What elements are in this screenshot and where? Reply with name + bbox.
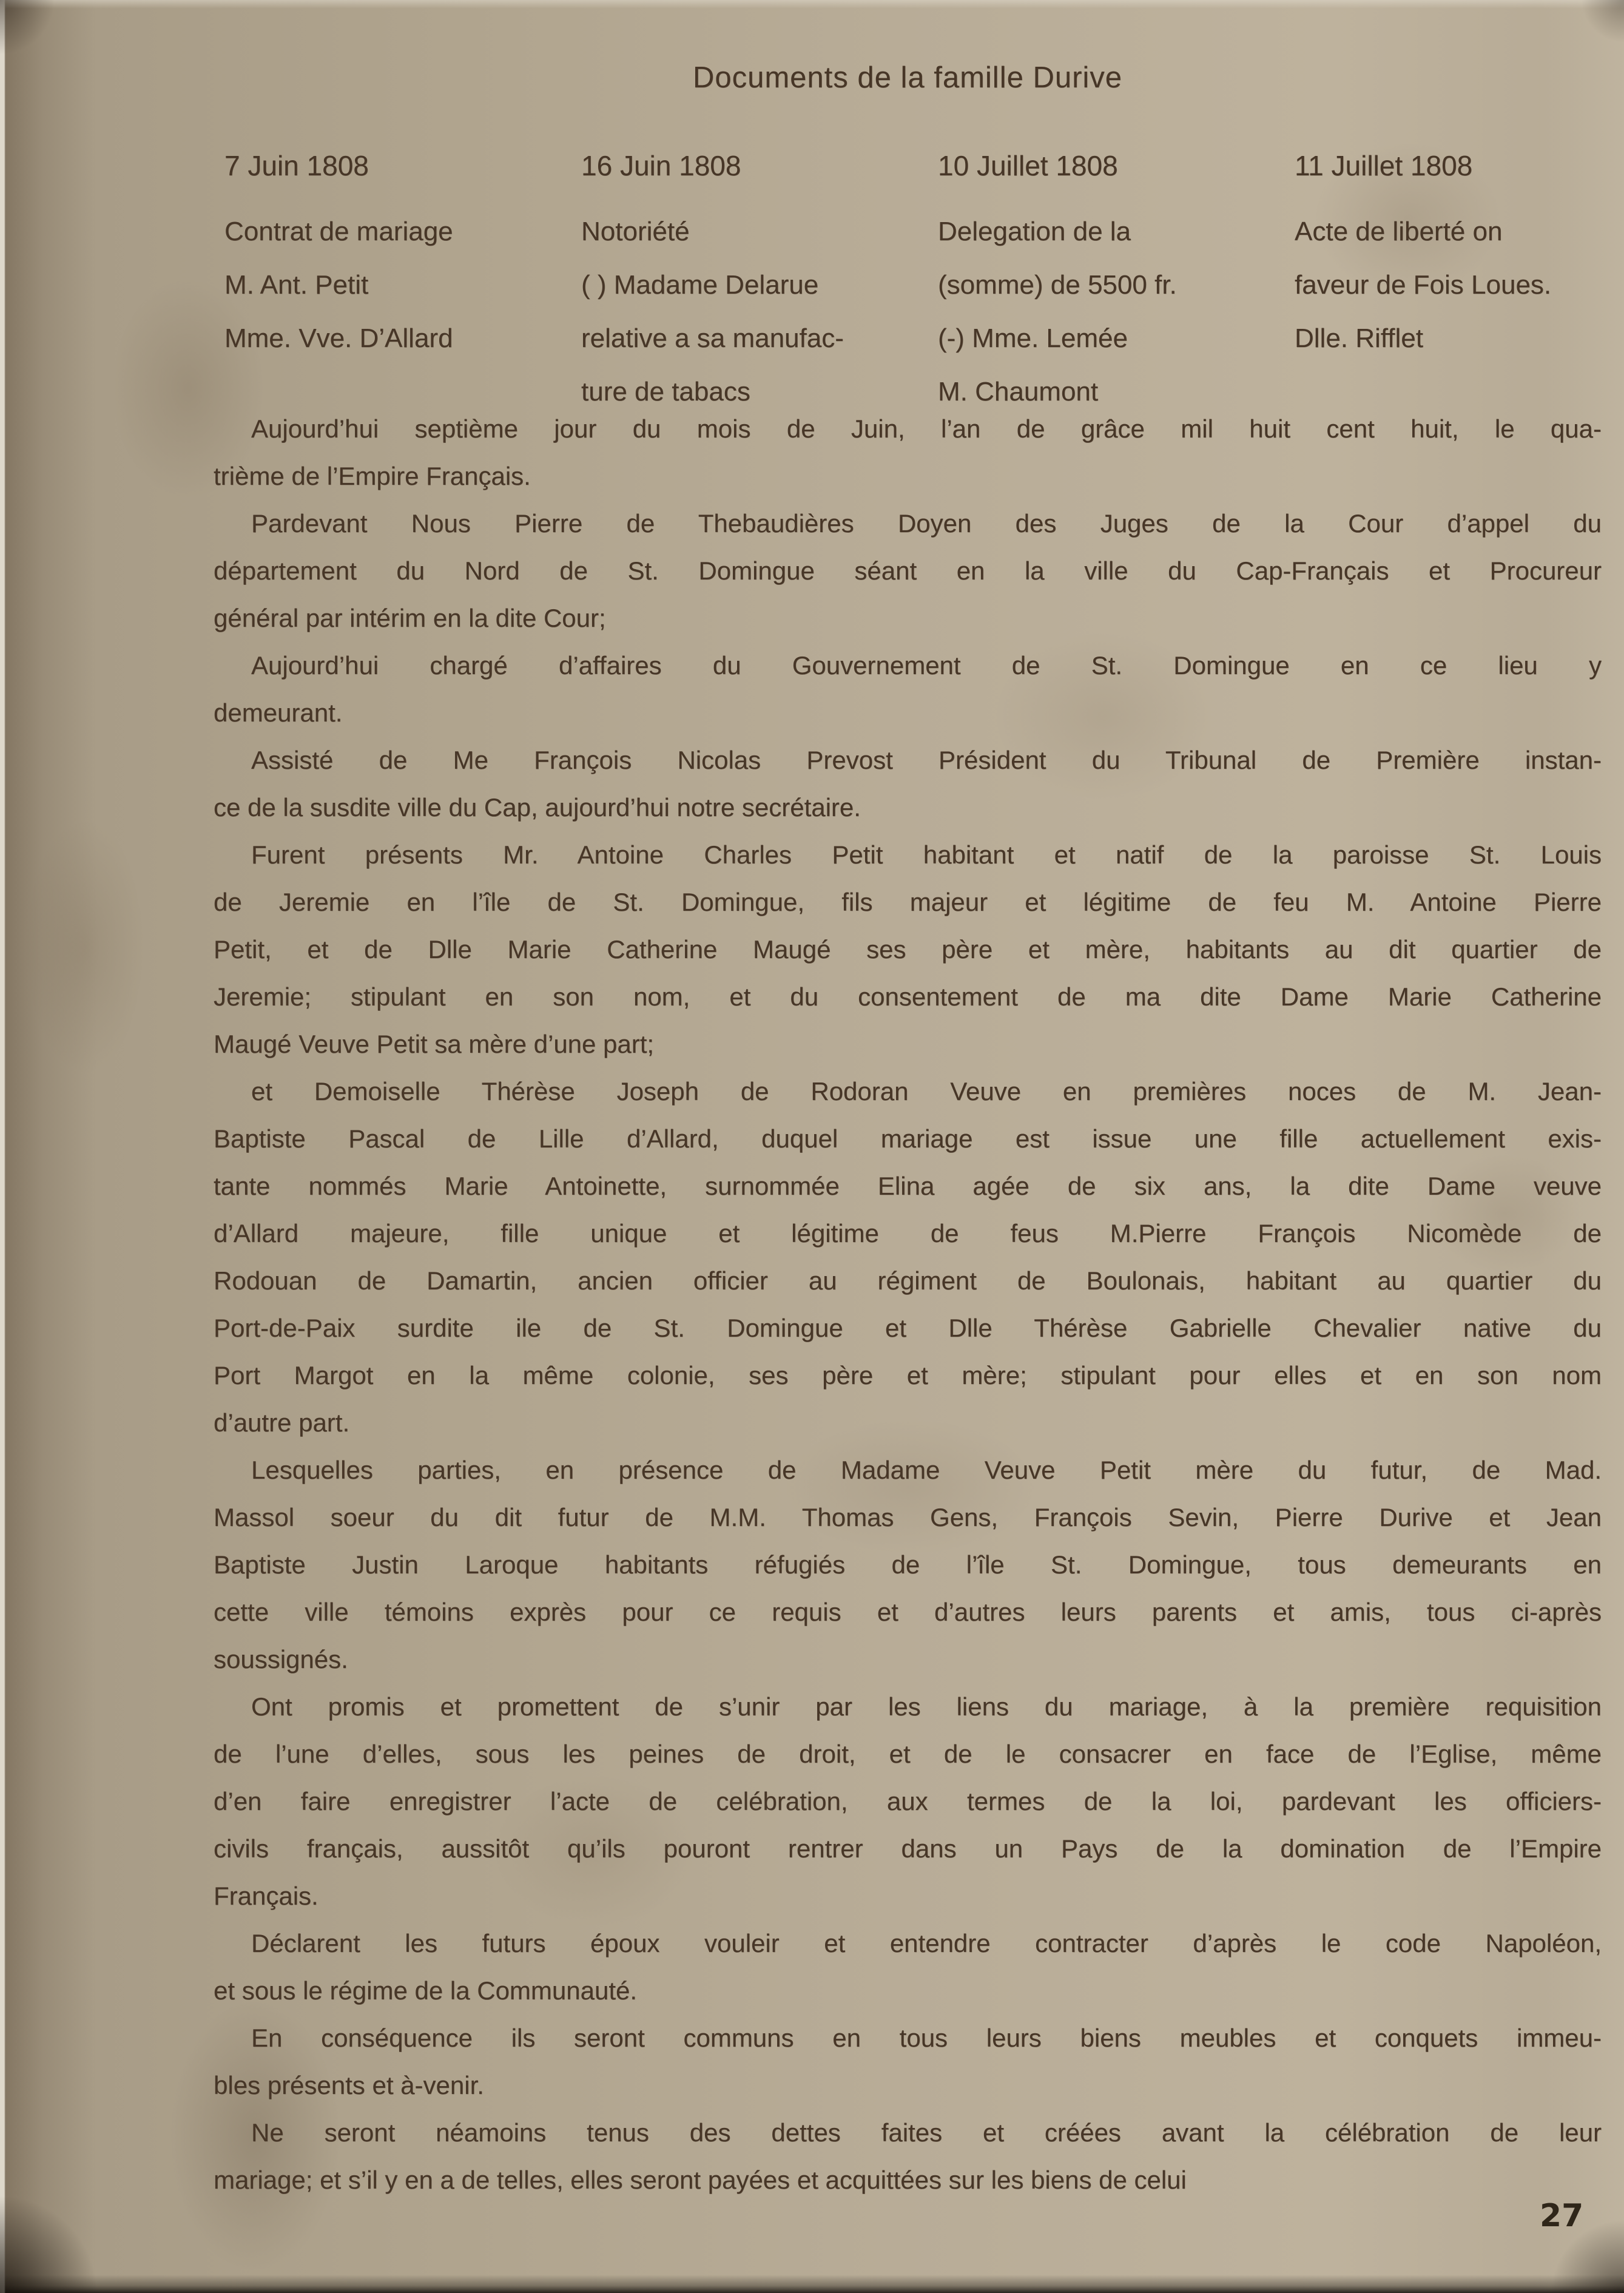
text-line: Baptiste Pascal de Lille d’Allard, duquel mariage est issue une fille actuellement exis-: [214, 1124, 1602, 1153]
text-line: bles présents et à-venir.: [214, 2071, 484, 2099]
text-line: En conséquence ils seront communs en tous leurs biens meubles et conquets immeu-: [251, 2024, 1602, 2052]
page-title: Documents de la famille Durive: [692, 61, 1123, 94]
text-line: Furent présents Mr. Antoine Charles Petit habitant et natif de la paroisse St. Louis: [251, 840, 1602, 869]
paragraph: [214, 500, 1602, 642]
entry-date: 16 Juin 1808: [581, 150, 741, 181]
paragraph: [214, 2109, 1602, 2204]
paragraph: [214, 642, 1602, 737]
text-line: et Demoiselle Thérèse Joseph de Rodoran Veuve en premières noces de M. Jean-: [251, 1077, 1602, 1106]
text-line: Ne seront néamoins tenus des dettes faites et créées avant la célébration de leur: [251, 2118, 1602, 2147]
text-line: Assisté de Me François Nicolas Prevost Président du Tribunal de Première instan-: [251, 746, 1602, 774]
header-column-3: [938, 149, 1295, 419]
paragraph: [214, 831, 1602, 1068]
text-line: de Jeremie en l’île de St. Domingue, fils majeur et légitime de feu M. Antoine Pierre: [214, 888, 1602, 916]
text-line: Aujourd’hui septième jour du mois de Juin, l’an de grâce mil huit cent huit, le qua-: [251, 414, 1602, 443]
text-line: tante nommés Marie Antoinette, surnommée Elina agée de six ans, la dite Dame veuve: [214, 1172, 1602, 1200]
text-line: Port Margot en la même colonie, ses père et mère; stipulant pour elles et en son nom: [214, 1361, 1602, 1390]
text-line: Jeremie; stipulant en son nom, et du consentement de ma dite Dame Marie Catherine: [214, 982, 1602, 1011]
entry-description: [938, 205, 1295, 419]
text-line: M. Ant. Petit: [224, 270, 369, 300]
text-line: département du Nord de St. Domingue séant en la ville du Cap-Français et Procureur: [214, 556, 1602, 585]
header-column-4: [1295, 149, 1600, 419]
paragraph: [214, 1683, 1602, 1920]
text-line: ce de la susdite ville du Cap, aujourd’hui notre secrétaire.: [214, 793, 861, 822]
text-line: Déclarent les futurs époux vouleir et entendre contracter d’après le code Napoléon,: [251, 1929, 1602, 1957]
text-line: (somme) de 5500 fr.: [938, 270, 1177, 300]
text-line: d’en faire enregistrer l’acte de celébration, aux termes de la loi, pardevant les officiers-: [214, 1787, 1602, 1815]
header-columns: [224, 149, 1600, 419]
text-line: d’autre part.: [214, 1408, 350, 1437]
entry-description: [581, 205, 938, 419]
paragraph: [214, 1068, 1602, 1447]
paragraph: [214, 1920, 1602, 2014]
text-line: Petit, et de Dlle Marie Catherine Maugé ses père et mère, habitants au dit quartier de: [214, 935, 1602, 964]
text-line: soussignés.: [214, 1645, 348, 1673]
text-line: Lesquelles parties, en présence de Madame Veuve Petit mère du futur, de Mad.: [251, 1456, 1602, 1484]
text-line: Contrat de mariage: [224, 217, 453, 246]
text-line: trième de l’Empire Français.: [214, 462, 531, 490]
text-line: d’Allard majeure, fille unique et légitime de feus M.Pierre François Nicomède de: [214, 1219, 1602, 1248]
document-body: [214, 405, 1602, 2204]
page-number: 27: [1540, 2198, 1584, 2234]
text-line: Port-de-Paix surdite ile de St. Domingue et Dlle Thérèse Gabrielle Chevalier native du: [214, 1314, 1602, 1342]
entry-date: 7 Juin 1808: [224, 150, 369, 181]
text-line: Dlle. Rifflet: [1295, 323, 1423, 353]
text-line: mariage; et s’il y en a de telles, elles seront payées et acquittées sur les biens de celui: [214, 2166, 1187, 2194]
text-line: Aujourd’hui chargé d’affaires du Gouvernement de St. Domingue en ce lieu y: [251, 651, 1602, 680]
text-line: relative a sa manufac-: [581, 323, 844, 353]
text-line: cette ville témoins exprès pour ce requis et d’autres leurs parents et amis, tous ci-après: [214, 1598, 1602, 1626]
text-line: civils français, aussitôt qu’ils pouront rentrer dans un Pays de la domination de l’Empire: [214, 1834, 1602, 1863]
paragraph: [214, 737, 1602, 831]
text-line: ( ) Madame Delarue: [581, 270, 819, 300]
header-column-1: [224, 149, 581, 419]
entry-date: 11 Juillet 1808: [1295, 150, 1473, 181]
text-line: (-) Mme. Lemée: [938, 323, 1128, 353]
paragraph: [214, 405, 1602, 500]
text-line: Baptiste Justin Laroque habitants réfugiés de l’île St. Domingue, tous demeurants en: [214, 1550, 1602, 1579]
entry-description: [224, 205, 581, 365]
paragraph: [214, 1447, 1602, 1683]
text-line: Notoriété: [581, 217, 690, 246]
text-line: Mme. Vve. D’Allard: [224, 323, 453, 353]
text-line: de l’une d’elles, sous les peines de droit, et de le consacrer en face de l’Eglise, même: [214, 1740, 1602, 1768]
text-line: Massol soeur du dit futur de M.M. Thomas Gens, François Sevin, Pierre Durive et Jean: [214, 1503, 1602, 1531]
entry-date: 10 Juillet 1808: [938, 150, 1118, 181]
text-line: Français.: [214, 1882, 318, 1910]
text-line: Ont promis et promettent de s’unir par les liens du mariage, à la première requisition: [251, 1692, 1602, 1721]
text-line: Maugé Veuve Petit sa mère d’une part;: [214, 1030, 655, 1058]
text-line: Pardevant Nous Pierre de Thebaudières Doyen des Juges de la Cour d’appel du: [251, 509, 1602, 538]
text-line: demeurant.: [214, 698, 343, 727]
paragraph: [214, 2014, 1602, 2109]
text-line: Delegation de la: [938, 217, 1131, 246]
text-line: M. Chaumont: [938, 377, 1099, 407]
text-line: Acte de liberté on: [1295, 217, 1503, 246]
text-line: et sous le régime de la Communauté.: [214, 1976, 638, 2005]
text-line: général par intérim en la dite Cour;: [214, 604, 606, 632]
text-line: ture de tabacs: [581, 377, 750, 407]
entry-description: [1295, 205, 1600, 365]
text-line: faveur de Fois Loues.: [1295, 270, 1552, 300]
header-column-2: [581, 149, 938, 419]
text-line: Rodouan de Damartin, ancien officier au régiment de Boulonais, habitant au quartier du: [214, 1266, 1602, 1295]
